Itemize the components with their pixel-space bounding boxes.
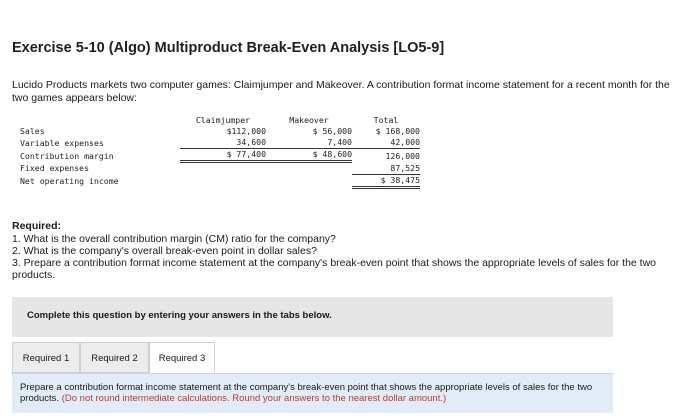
question-list: [12, 233, 682, 281]
table-row-variable-expenses: [17, 137, 420, 149]
question-item: 1. What is the overall contribution margin (CM) ratio for the company?: [12, 233, 336, 245]
table-header-row: [17, 115, 420, 126]
tab-required-2[interactable]: Required 2: [80, 342, 149, 373]
cell-claimjumper: $ 77,400: [180, 149, 266, 162]
row-label: Net operating income: [20, 176, 119, 186]
tab-required-3[interactable]: Required 3: [149, 342, 215, 374]
cell-makeover: 7,400: [266, 137, 352, 149]
cell-total: $ 168,000: [375, 126, 420, 136]
header-total: Total: [373, 115, 399, 125]
cell-makeover: $ 56,000: [312, 126, 352, 136]
header-claimjumper: Claimjumper: [195, 115, 251, 125]
cell-total: 126,000: [385, 150, 420, 161]
question-item: 3. Prepare a contribution format income statement at the company's break-even point that shows the appropriate levels of sales for the two products.: [12, 257, 657, 281]
cell-total: $ 38,475: [352, 174, 420, 187]
required-heading: Required:: [12, 220, 62, 232]
cell-claimjumper: 34,600: [180, 137, 266, 149]
tab-panel: [12, 373, 613, 413]
row-label: Fixed expenses: [20, 163, 90, 173]
cell-total: 87,525: [352, 162, 420, 175]
income-statement-table: [17, 115, 420, 189]
instruction-text: Complete this question by entering your answers in the tabs below.: [27, 310, 332, 321]
cell-makeover: $ 48,600: [266, 149, 352, 162]
table-row-contribution-margin: [17, 149, 420, 162]
exercise-title: Exercise 5-10 (Algo) Multiproduct Break-Even Analysis [LO5-9]: [12, 40, 445, 56]
cell-claimjumper: $112,000: [226, 126, 266, 136]
table-row-net-operating-income: [17, 174, 420, 187]
rounding-note: (Do not round intermediate calculations. Round your answers to the nearest dollar amount.): [61, 393, 447, 404]
instruction-banner: [12, 297, 613, 337]
row-label: Variable expenses: [20, 137, 104, 148]
cell-total: 42,000: [352, 137, 420, 149]
panel-instructions: [20, 382, 610, 404]
panel-text: Prepare a contribution format income statement at the company's break-even point that shows the appropriate levels of sales for the two products.: [20, 382, 593, 404]
table-row-fixed-expenses: [17, 162, 420, 175]
intro-text: Lucido Products markets two computer games: Claimjumper and Makeover. A contribution format income statement for a recent month for the two games appears below:: [12, 79, 670, 104]
row-label: Sales: [20, 126, 45, 136]
header-makeover: Makeover: [289, 115, 329, 125]
tab-required-1[interactable]: Required 1: [12, 342, 80, 373]
table-row-sales: [17, 126, 420, 137]
row-label: Contribution margin: [20, 150, 114, 161]
question-item: 2. What is the company's overall break-even point in dollar sales?: [12, 245, 317, 257]
